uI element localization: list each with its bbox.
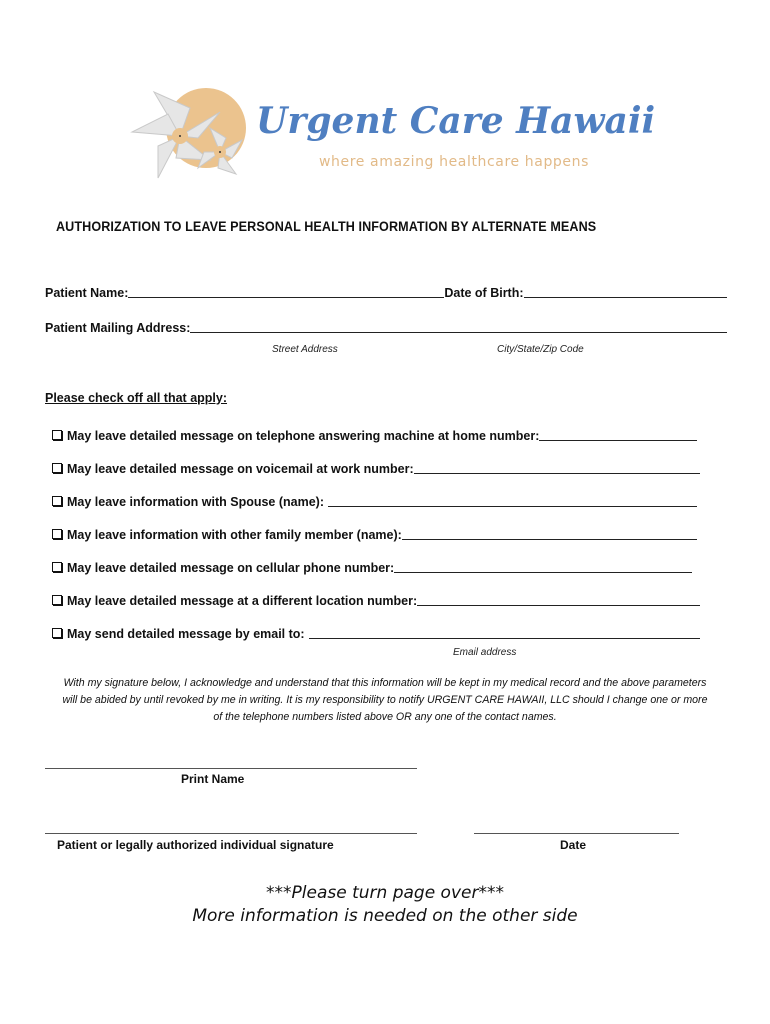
option-label: May leave information with Spouse (name): bbox=[67, 495, 324, 509]
checkbox-family-member[interactable] bbox=[52, 529, 62, 539]
patient-name-field[interactable] bbox=[128, 297, 444, 298]
checkbox-spouse[interactable] bbox=[52, 496, 62, 506]
spouse-name-field[interactable] bbox=[328, 506, 697, 507]
option-work-number bbox=[52, 460, 700, 476]
option-label: May leave detailed message at a different location number: bbox=[67, 594, 418, 608]
option-label: May leave detailed message on voicemail at work number: bbox=[67, 462, 414, 476]
date-label: Date bbox=[560, 838, 587, 852]
signature-label: Patient or legally authorized individual signature bbox=[57, 838, 334, 852]
email-address-caption: Email address bbox=[453, 647, 517, 658]
option-label: May leave detailed message on telephone answering machine at home number: bbox=[67, 429, 540, 443]
cellular-number-field[interactable] bbox=[394, 572, 692, 573]
option-home-number bbox=[52, 427, 697, 443]
checkbox-home-number[interactable] bbox=[52, 430, 62, 440]
different-location-number-field[interactable] bbox=[417, 605, 700, 606]
print-name-line[interactable] bbox=[45, 768, 417, 769]
patient-name-row bbox=[45, 286, 727, 300]
logo-tagline: where amazing healthcare happens bbox=[319, 154, 590, 170]
logo-flower-icon bbox=[128, 84, 250, 180]
signature-line[interactable] bbox=[45, 833, 417, 834]
patient-name-label: Patient Name: bbox=[45, 286, 129, 300]
print-name-label: Print Name bbox=[181, 772, 245, 786]
option-email bbox=[52, 625, 700, 641]
home-number-field[interactable] bbox=[539, 440, 697, 441]
city-state-zip-caption: City/State/Zip Code bbox=[497, 344, 584, 355]
option-cellular-number bbox=[52, 559, 692, 575]
option-label: May leave detailed message on cellular phone number: bbox=[67, 561, 395, 575]
mailing-address-row bbox=[45, 321, 727, 335]
family-member-name-field[interactable] bbox=[402, 539, 697, 540]
check-all-heading: Please check off all that apply: bbox=[45, 391, 228, 405]
date-line[interactable] bbox=[474, 833, 679, 834]
logo-title: Urgent Care Hawaii bbox=[256, 100, 656, 142]
mailing-address-field[interactable] bbox=[190, 332, 727, 333]
checkbox-different-location[interactable] bbox=[52, 595, 62, 605]
street-address-caption: Street Address bbox=[272, 344, 338, 355]
option-family-member bbox=[52, 526, 697, 542]
date-of-birth-field[interactable] bbox=[524, 297, 727, 298]
document-title: AUTHORIZATION TO LEAVE PERSONAL HEALTH INFORMATION BY ALTERNATE MEANS bbox=[56, 219, 597, 234]
turn-page-notice: ***Please turn page over*** bbox=[266, 883, 504, 903]
option-spouse bbox=[52, 493, 697, 509]
checkbox-work-number[interactable] bbox=[52, 463, 62, 473]
checkbox-email[interactable] bbox=[52, 628, 62, 638]
option-label: May send detailed message by email to: bbox=[67, 627, 305, 641]
acknowledgement-text: With my signature below, I acknowledge and understand that this information will be kept in my medical record and the above parameters will be abided by until revoked by me in writing. It is my responsibility to notify URGENT CARE HAWAII, LLC should I change one or more of the telephone numbers listed above OR any one of the contact names. bbox=[62, 677, 708, 723]
mailing-address-label: Patient Mailing Address: bbox=[45, 321, 191, 335]
option-label: May leave information with other family member (name): bbox=[67, 528, 402, 542]
work-number-field[interactable] bbox=[414, 473, 700, 474]
email-address-field[interactable] bbox=[309, 638, 700, 639]
more-info-notice: More information is needed on the other side bbox=[192, 906, 578, 926]
checkbox-cellular-number[interactable] bbox=[52, 562, 62, 572]
option-different-location bbox=[52, 592, 700, 608]
date-of-birth-label: Date of Birth: bbox=[444, 286, 524, 300]
